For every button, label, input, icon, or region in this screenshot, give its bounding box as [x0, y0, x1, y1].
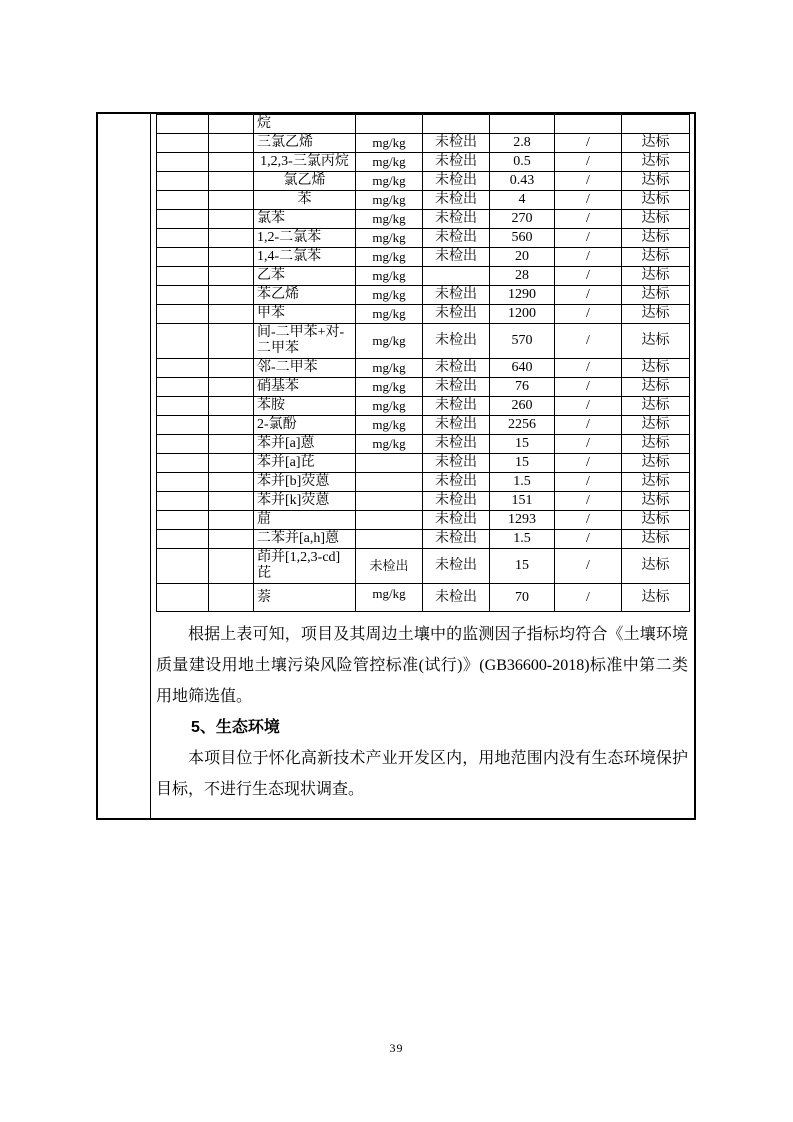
empty-merged-cell [157, 473, 209, 492]
slash-cell [555, 115, 622, 134]
factor-name-cell: 䓛 [254, 511, 356, 530]
table-row [157, 530, 690, 549]
empty-merged-cell [157, 286, 209, 305]
slash-cell: / [555, 416, 622, 435]
empty-merged-cell [157, 248, 209, 267]
result-cell: 未检出 [423, 549, 490, 584]
empty-merged-cell [157, 492, 209, 511]
empty-merged-cell [209, 416, 254, 435]
table-row [157, 305, 690, 324]
text-block [151, 619, 694, 805]
unit-cell [356, 473, 423, 492]
table-row [157, 378, 690, 397]
unit-cell: mg/kg [356, 191, 423, 210]
standard-value-cell: 15 [490, 435, 555, 454]
empty-merged-cell [209, 286, 254, 305]
slash-cell: / [555, 229, 622, 248]
factor-name-cell: 烷 [254, 115, 356, 134]
factor-name-cell: 硝基苯 [254, 378, 356, 397]
soil-monitoring-table [156, 114, 690, 612]
slash-cell: / [555, 511, 622, 530]
empty-merged-cell [209, 492, 254, 511]
factor-name-cell: 甲苯 [254, 305, 356, 324]
empty-merged-cell [157, 378, 209, 397]
table-row [157, 492, 690, 511]
empty-merged-cell [157, 454, 209, 473]
slash-cell: / [555, 286, 622, 305]
status-cell: 达标 [622, 378, 690, 397]
unit-cell [356, 115, 423, 134]
status-cell: 达标 [622, 416, 690, 435]
table-row [157, 454, 690, 473]
empty-merged-cell [157, 305, 209, 324]
factor-name-cell: 1,2-二氯苯 [254, 229, 356, 248]
empty-merged-cell [157, 324, 209, 359]
result-cell: 未检出 [423, 210, 490, 229]
status-cell: 达标 [622, 286, 690, 305]
status-cell: 达标 [622, 359, 690, 378]
status-cell: 达标 [622, 248, 690, 267]
table-row [157, 359, 690, 378]
result-cell: 未检出 [423, 530, 490, 549]
factor-name-cell: 茚并[1,2,3-cd]芘 [254, 549, 356, 584]
slash-cell: / [555, 267, 622, 286]
empty-merged-cell [209, 267, 254, 286]
empty-merged-cell [209, 305, 254, 324]
summary-paragraph: 根据上表可知，项目及其周边土壤中的监测因子指标均符合《土壤环境质量建设用地土壤污染风险管控标准(试行)》(GB36600-2018)标准中第二类用地筛选值。 [156, 626, 688, 705]
factor-name-cell: 1,2,3-三氯丙烷 [254, 153, 356, 172]
table-row [157, 248, 690, 267]
result-cell: 未检出 [423, 473, 490, 492]
empty-merged-cell [157, 191, 209, 210]
table-row [157, 584, 690, 612]
unit-cell: mg/kg [356, 172, 423, 191]
status-cell: 达标 [622, 229, 690, 248]
table-row [157, 191, 690, 210]
empty-merged-cell [157, 416, 209, 435]
unit-cell: mg/kg [356, 584, 423, 612]
result-cell: 未检出 [423, 416, 490, 435]
table-row [157, 286, 690, 305]
standard-value-cell: 2256 [490, 416, 555, 435]
slash-cell: / [555, 248, 622, 267]
empty-merged-cell [209, 454, 254, 473]
status-cell: 达标 [622, 191, 690, 210]
slash-cell: / [555, 305, 622, 324]
result-cell: 未检出 [423, 286, 490, 305]
unit-cell [356, 511, 423, 530]
status-cell: 达标 [622, 210, 690, 229]
standard-value-cell: 4 [490, 191, 555, 210]
page-number: 39 [389, 1041, 404, 1055]
status-cell: 达标 [622, 549, 690, 584]
result-cell: 未检出 [423, 191, 490, 210]
unit-cell: mg/kg [356, 267, 423, 286]
slash-cell: / [555, 359, 622, 378]
empty-merged-cell [209, 153, 254, 172]
unit-cell: mg/kg [356, 359, 423, 378]
standard-value-cell: 70 [490, 584, 555, 612]
result-cell: 未检出 [423, 397, 490, 416]
table-row [157, 134, 690, 153]
empty-merged-cell [209, 115, 254, 134]
empty-merged-cell [209, 229, 254, 248]
slash-cell: / [555, 153, 622, 172]
unit-cell: mg/kg [356, 153, 423, 172]
unit-cell: mg/kg [356, 210, 423, 229]
status-cell: 达标 [622, 172, 690, 191]
empty-merged-cell [209, 359, 254, 378]
standard-value-cell: 260 [490, 397, 555, 416]
result-cell: 未检出 [423, 511, 490, 530]
slash-cell: / [555, 172, 622, 191]
status-cell: 达标 [622, 473, 690, 492]
standard-value-cell: 640 [490, 359, 555, 378]
table-row [157, 416, 690, 435]
result-cell: 未检出 [423, 153, 490, 172]
slash-cell: / [555, 378, 622, 397]
unit-cell: mg/kg [356, 286, 423, 305]
status-cell: 达标 [622, 454, 690, 473]
slash-cell: / [555, 473, 622, 492]
unit-cell [356, 530, 423, 549]
result-cell: 未检出 [423, 229, 490, 248]
empty-merged-cell [209, 511, 254, 530]
factor-name-cell: 苯乙烯 [254, 286, 356, 305]
factor-name-cell: 间-二甲苯+对-二甲苯 [254, 324, 356, 359]
status-cell: 达标 [622, 584, 690, 612]
table-side-column [98, 114, 151, 818]
empty-merged-cell [157, 359, 209, 378]
unit-cell: mg/kg [356, 416, 423, 435]
unit-cell: mg/kg [356, 397, 423, 416]
result-cell: 未检出 [423, 134, 490, 153]
empty-merged-cell [157, 115, 209, 134]
result-cell: 未检出 [423, 435, 490, 454]
standard-value-cell: 1293 [490, 511, 555, 530]
standard-value-cell: 15 [490, 549, 555, 584]
factor-name-cell: 萘 [254, 584, 356, 612]
standard-value-cell: 2.8 [490, 134, 555, 153]
empty-merged-cell [157, 511, 209, 530]
standard-value-cell [490, 115, 555, 134]
standard-value-cell: 270 [490, 210, 555, 229]
standard-value-cell: 0.43 [490, 172, 555, 191]
result-cell: 未检出 [423, 248, 490, 267]
body-paragraph: 本项目位于怀化高新技术产业开发区内，用地范围内没有生态环境保护目标，不进行生态现状调查。 [156, 750, 688, 798]
factor-name-cell: 苯并[a]蒽 [254, 435, 356, 454]
standard-value-cell: 28 [490, 267, 555, 286]
status-cell: 达标 [622, 492, 690, 511]
table-row [157, 473, 690, 492]
main-column [151, 114, 694, 818]
status-cell: 达标 [622, 267, 690, 286]
unit-cell: mg/kg [356, 435, 423, 454]
empty-merged-cell [209, 435, 254, 454]
slash-cell: / [555, 435, 622, 454]
result-cell: 未检出 [423, 172, 490, 191]
slash-cell: / [555, 454, 622, 473]
status-cell: 达标 [622, 530, 690, 549]
factor-name-cell: 苯 [254, 191, 356, 210]
status-cell: 达标 [622, 435, 690, 454]
factor-name-cell: 1,4-二氯苯 [254, 248, 356, 267]
table-row [157, 153, 690, 172]
empty-merged-cell [209, 324, 254, 359]
factor-name-cell: 苯并[a]芘 [254, 454, 356, 473]
slash-cell: / [555, 530, 622, 549]
slash-cell: / [555, 492, 622, 511]
empty-merged-cell [157, 229, 209, 248]
unit-cell: mg/kg [356, 324, 423, 359]
standard-value-cell: 1290 [490, 286, 555, 305]
empty-merged-cell [209, 530, 254, 549]
status-cell [622, 115, 690, 134]
result-cell: 未检出 [423, 378, 490, 397]
table-row [157, 511, 690, 530]
unit-cell: mg/kg [356, 134, 423, 153]
result-cell [423, 267, 490, 286]
empty-merged-cell [157, 435, 209, 454]
factor-name-cell: 三氯乙烯 [254, 134, 356, 153]
empty-merged-cell [209, 397, 254, 416]
table-row [157, 172, 690, 191]
status-cell: 达标 [622, 153, 690, 172]
table-row [157, 549, 690, 584]
table-row [157, 210, 690, 229]
empty-merged-cell [157, 134, 209, 153]
standard-value-cell: 1200 [490, 305, 555, 324]
empty-merged-cell [157, 172, 209, 191]
empty-merged-cell [209, 549, 254, 584]
empty-merged-cell [209, 584, 254, 612]
standard-value-cell: 0.5 [490, 153, 555, 172]
factor-name-cell: 氯苯 [254, 210, 356, 229]
factor-name-cell: 苯胺 [254, 397, 356, 416]
standard-value-cell: 151 [490, 492, 555, 511]
empty-merged-cell [157, 153, 209, 172]
standard-value-cell: 570 [490, 324, 555, 359]
empty-merged-cell [157, 530, 209, 549]
empty-merged-cell [209, 134, 254, 153]
status-cell: 达标 [622, 324, 690, 359]
empty-merged-cell [157, 397, 209, 416]
table-row [157, 435, 690, 454]
result-cell: 未检出 [423, 305, 490, 324]
empty-merged-cell [209, 248, 254, 267]
empty-merged-cell [157, 267, 209, 286]
factor-name-cell: 邻-二甲苯 [254, 359, 356, 378]
slash-cell: / [555, 134, 622, 153]
slash-cell: / [555, 191, 622, 210]
table-row [157, 115, 690, 134]
empty-merged-cell [209, 473, 254, 492]
factor-name-cell: 2-氯酚 [254, 416, 356, 435]
table-row [157, 267, 690, 286]
empty-merged-cell [209, 191, 254, 210]
result-cell: 未检出 [423, 584, 490, 612]
factor-name-cell: 乙苯 [254, 267, 356, 286]
factor-name-cell: 苯并[b]荧蒽 [254, 473, 356, 492]
result-cell: 未检出 [423, 454, 490, 473]
section-heading: 5、生态环境 [191, 719, 280, 736]
factor-name-cell: 二苯并[a,h]蒽 [254, 530, 356, 549]
status-cell: 达标 [622, 397, 690, 416]
slash-cell: / [555, 397, 622, 416]
table-row [157, 324, 690, 359]
unit-cell: mg/kg [356, 229, 423, 248]
standard-value-cell: 15 [490, 454, 555, 473]
unit-cell [356, 492, 423, 511]
result-cell [423, 115, 490, 134]
content-frame [96, 112, 696, 820]
empty-merged-cell [157, 584, 209, 612]
empty-merged-cell [209, 378, 254, 397]
unit-cell [356, 454, 423, 473]
factor-name-cell: 苯并[k]荧蒽 [254, 492, 356, 511]
empty-merged-cell [209, 210, 254, 229]
slash-cell: / [555, 210, 622, 229]
status-cell: 达标 [622, 305, 690, 324]
result-cell: 未检出 [423, 359, 490, 378]
empty-merged-cell [209, 172, 254, 191]
unit-cell: mg/kg [356, 305, 423, 324]
unit-cell: mg/kg [356, 248, 423, 267]
slash-cell: / [555, 549, 622, 584]
slash-cell: / [555, 324, 622, 359]
unit-cell: 未检出 [356, 549, 423, 584]
result-cell: 未检出 [423, 492, 490, 511]
standard-value-cell: 20 [490, 248, 555, 267]
status-cell: 达标 [622, 134, 690, 153]
standard-value-cell: 76 [490, 378, 555, 397]
empty-merged-cell [157, 210, 209, 229]
slash-cell: / [555, 584, 622, 612]
result-cell: 未检出 [423, 324, 490, 359]
table-row [157, 397, 690, 416]
empty-merged-cell [157, 549, 209, 584]
factor-name-cell: 氯乙烯 [254, 172, 356, 191]
status-cell: 达标 [622, 511, 690, 530]
standard-value-cell: 560 [490, 229, 555, 248]
standard-value-cell: 1.5 [490, 473, 555, 492]
unit-cell: mg/kg [356, 378, 423, 397]
table-row [157, 229, 690, 248]
standard-value-cell: 1.5 [490, 530, 555, 549]
